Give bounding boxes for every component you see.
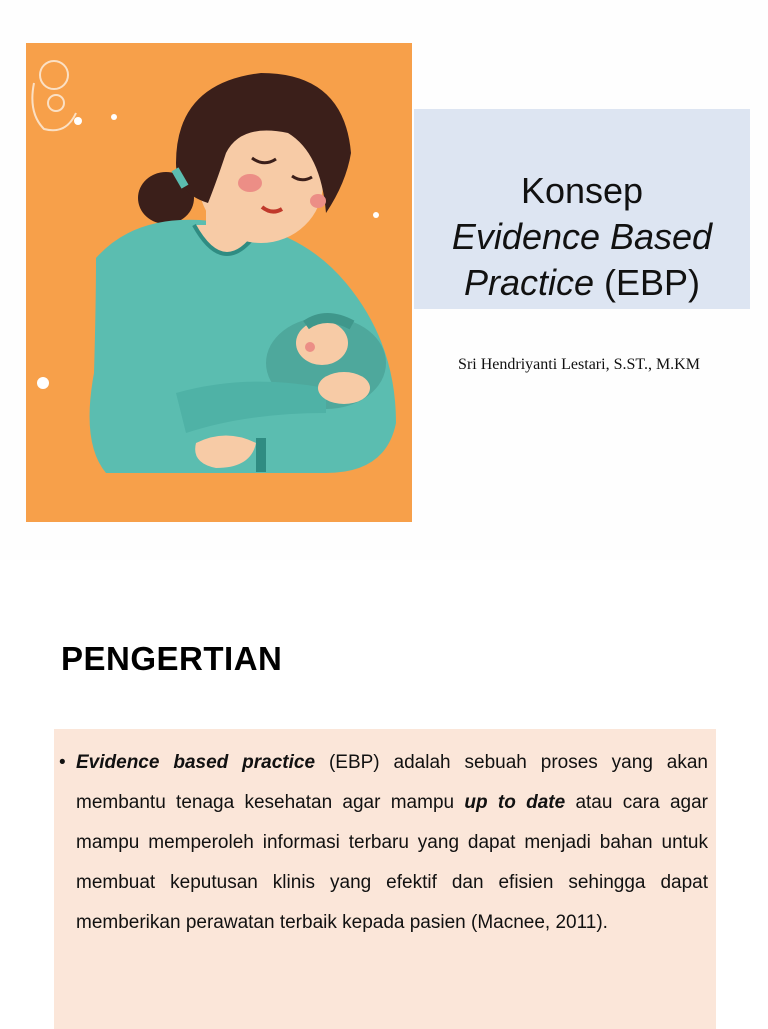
title-italic-evidence: Evidence Based [451, 216, 713, 257]
title-italic-practice: Practice [463, 262, 595, 303]
title-line-2 [414, 214, 750, 260]
term-ebp: Evidence based practice [76, 752, 316, 773]
mother-baby-illustration [26, 43, 412, 522]
author-name: Sri Hendriyanti Lestari, S.ST., M.KM [458, 356, 700, 373]
definition-paragraph [59, 743, 708, 943]
emphasis-up-to-date: up to date [464, 792, 566, 813]
definition-text-2: atau cara agar mampu memperoleh informasi terbaru yang dapat menjadi bahan untuk membuat keputusan klinis yang efektif dan efisien sehingga dapat memberikan perawatan terbaik kepada pasien (Macnee, 2011). [76, 792, 708, 933]
slide-title [414, 168, 750, 306]
title-line-3 [414, 260, 750, 306]
title-ebp: (EBP) [594, 262, 701, 303]
title-line-1: Konsep [520, 170, 644, 211]
bullet-icon: • [59, 752, 66, 773]
definition-textbox [54, 729, 716, 1029]
definition-text-1: (EBP) adalah sebuah proses yang akan membantu tenaga kesehatan agar mampu [76, 752, 708, 813]
definition-slide [0, 560, 768, 1024]
section-heading: PENGERTIAN [61, 640, 283, 677]
